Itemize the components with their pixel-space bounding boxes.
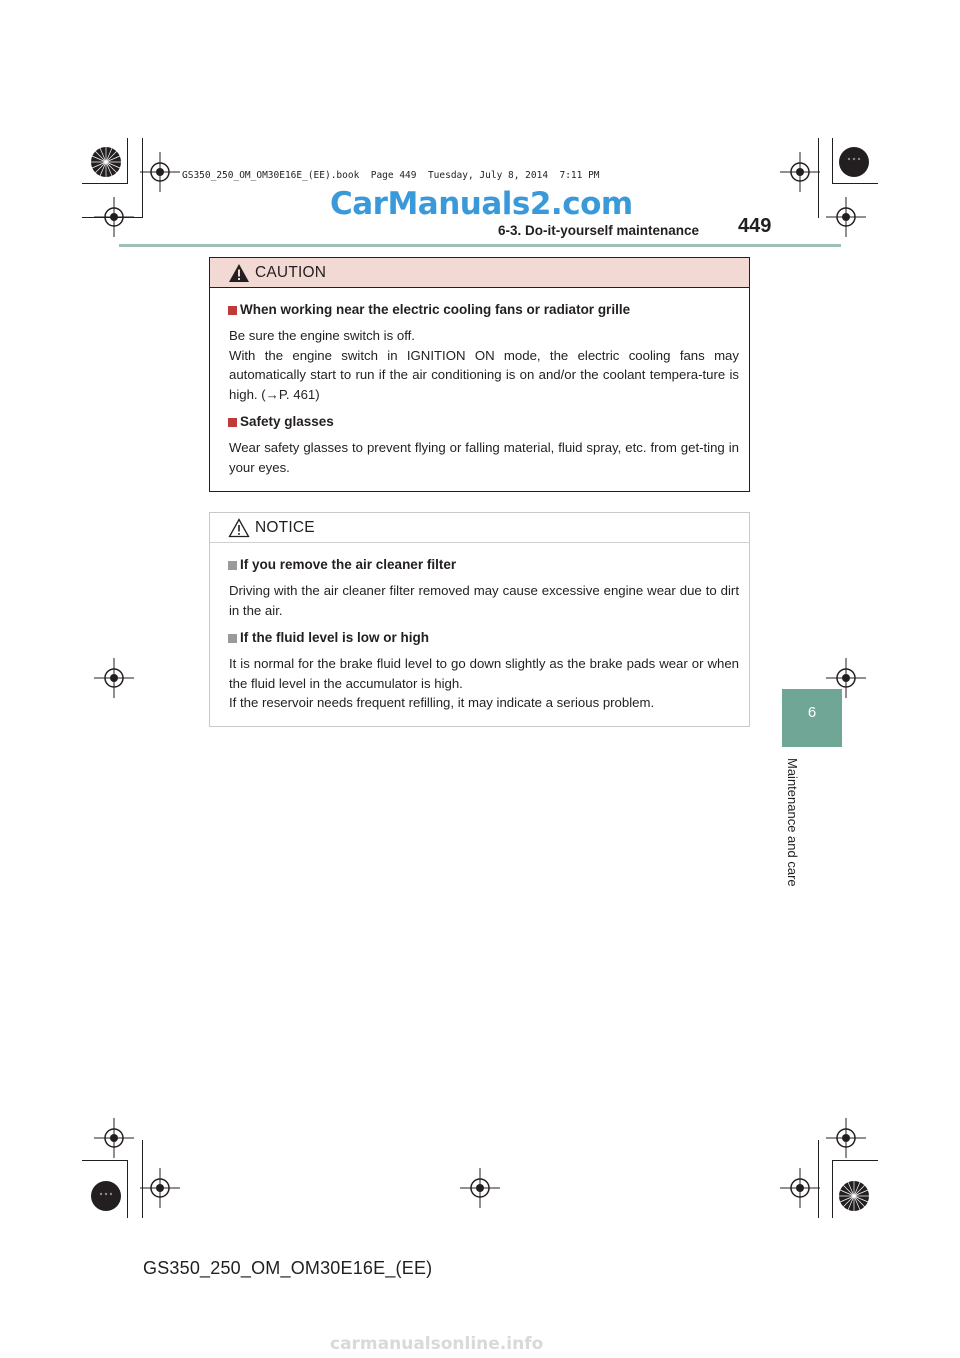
caution-header	[210, 258, 749, 288]
registration-mark-icon	[140, 1168, 180, 1208]
bullet-square-icon	[228, 634, 237, 643]
caution-item	[228, 300, 739, 404]
color-calibration-icon	[90, 146, 122, 178]
section-title: 6-3. Do-it-yourself maintenance	[497, 223, 699, 238]
caution-box	[209, 257, 750, 492]
registration-mark-icon	[460, 1168, 500, 1208]
item-text: Be sure the engine switch is off.	[229, 328, 415, 343]
color-calibration-icon	[90, 1180, 122, 1212]
notice-title: NOTICE	[255, 518, 315, 536]
registration-mark-icon	[94, 1118, 134, 1158]
registration-mark-icon	[94, 197, 134, 237]
item-text: If the reservoir needs frequent refilling, it may indicate a serious problem.	[229, 695, 655, 710]
warning-triangle-outline-icon	[228, 518, 250, 538]
item-heading: If you remove the air cleaner filter	[240, 557, 457, 572]
color-calibration-icon	[838, 1180, 870, 1212]
item-heading: If the fluid level is low or high	[240, 630, 430, 645]
bullet-square-icon	[228, 561, 237, 570]
notice-item	[228, 628, 739, 713]
bullet-square-icon	[228, 418, 237, 427]
chapter-number: 6	[807, 704, 817, 721]
bottom-watermark: carmanualsonline.info	[330, 1334, 544, 1354]
registration-mark-icon	[826, 1118, 866, 1158]
registration-mark-icon	[94, 658, 134, 698]
chapter-title: Maintenance and care	[785, 758, 800, 887]
item-text: Driving with the air cleaner filter removed may cause excessive engine wear due to dirt in the air.	[229, 583, 739, 618]
caution-item	[228, 412, 739, 477]
footer-model-code: GS350_250_OM_OM30E16E_(EE)	[143, 1258, 433, 1278]
page-number: 449	[738, 215, 772, 237]
item-text: It is normal for the brake fluid level to go down slightly as the brake pads wear or when the fluid level in the accumulator is high.	[229, 656, 739, 691]
notice-header	[210, 513, 749, 543]
item-heading: When working near the electric cooling fans or radiator grille	[240, 302, 631, 317]
warning-triangle-icon	[228, 263, 250, 283]
registration-mark-icon	[826, 197, 866, 237]
item-text: Wear safety glasses to prevent flying or falling material, fluid spray, etc. from get-ting in your eyes.	[229, 440, 739, 475]
watermark-logo: CarManuals2.com	[330, 186, 633, 222]
registration-mark-icon	[780, 152, 820, 192]
print-metadata: GS350_250_OM_OM30E16E_(EE).book Page 449 Tuesday, July 8, 2014 7:11 PM	[182, 170, 600, 181]
bullet-square-icon	[228, 306, 237, 315]
caution-title: CAUTION	[255, 263, 327, 281]
registration-mark-icon	[140, 152, 180, 192]
color-calibration-icon	[838, 146, 870, 178]
notice-box	[209, 512, 750, 727]
item-heading: Safety glasses	[240, 414, 334, 429]
header-rule	[119, 244, 841, 247]
item-text: With the engine switch in IGNITION ON mode, the electric cooling fans may automatically start to run if the air conditioning is on and/or the coolant tempera-ture is high. (→P. 461)	[229, 347, 739, 402]
notice-item	[228, 555, 739, 620]
registration-mark-icon	[780, 1168, 820, 1208]
